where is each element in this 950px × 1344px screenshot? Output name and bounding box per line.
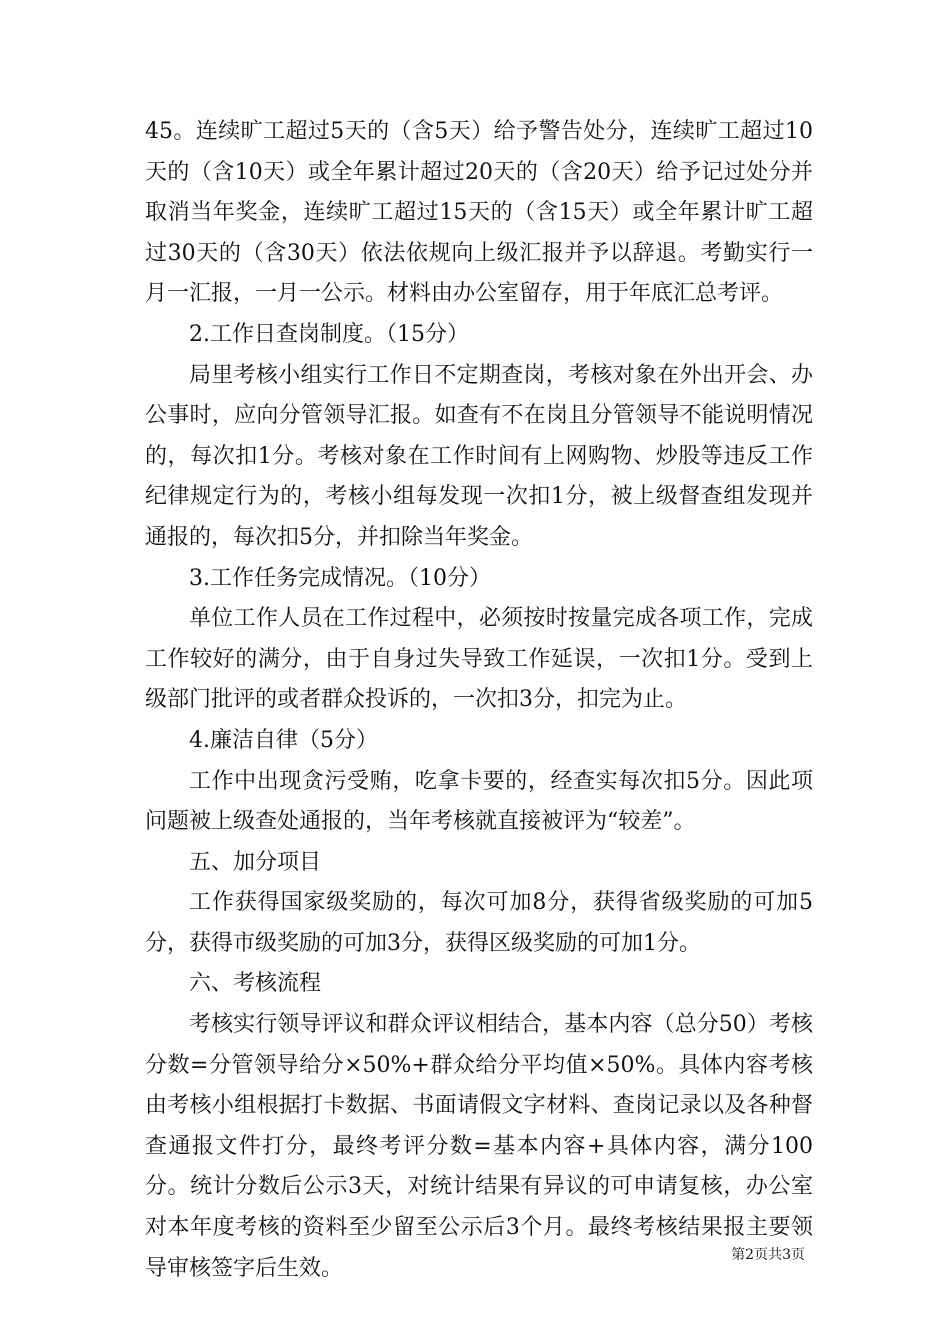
paragraph-task-completion: 单位工作人员在工作过程中，必须按时按量完成各项工作，完成工作较好的满分，由于自身过失导致工作延误，一次扣1分。受到上级部门批评的或者群众投诉的，一次扣3分，扣完为止。 — [145, 606, 813, 713]
heading-integrity: 4.廉洁自律（5分） — [189, 727, 378, 753]
paragraph-integrity: 工作中出现贪污受贿，吃拿卡要的，经查实每次扣5分。因此项问题被上级查处通报的，当年考核就直接被评为“较差”。 — [145, 768, 813, 835]
paragraph-workday-inspection: 局里考核小组实行工作日不定期查岗，考核对象在外出开会、办公事时，应向分管领导汇报。如查有不在岗且分管领导不能说明情况的，每次扣1分。考核对象在工作时间有上网购物、炒股等违反工作纪律规定行为的，考核小组每发现一次扣1分，被上级督查组发现并通报的，每次扣5分，并扣除当年奖金。 — [145, 362, 813, 550]
paragraph-bonus-items: 工作获得国家级奖励的，每次可加8分，获得省级奖励的可加5分，获得市级奖励的可加3分，获得区级奖励的可加1分。 — [145, 890, 813, 956]
heading-workday-inspection: 2.工作日查岗制度。（15分） — [189, 321, 469, 347]
document-body — [145, 112, 813, 1289]
page-number: 第2页共3页 — [731, 1247, 805, 1263]
heading-assessment-process: 六、考核流程 — [189, 971, 322, 997]
paragraph-assessment-process: 考核实行领导评议和群众评议相结合，基本内容（总分50）考核分数=分管领导给分×50%+群众给分平均值×50%。具体内容考核由考核小组根据打卡数据、书面请假文字材料、查岗记录以及各种督查通报文件打分，最终考评分数=基本内容+具体内容，满分100分。统计分数后公示3天，对统计结果有异议的可申请复核，办公室对本年度考核的资料至少留至公示后3个月。最终考核结果报主要领导审核签字后生效。 — [145, 1012, 813, 1281]
heading-task-completion: 3.工作任务完成情况。（10分） — [189, 565, 491, 591]
heading-bonus-items: 五、加分项目 — [189, 849, 322, 875]
paragraph-attendance-penalties: 45。连续旷工超过5天的（含5天）给予警告处分，连续旷工超过10天的（含10天）或全年累计超过20天的（含20天）给予记过处分并取消当年奖金，连续旷工超过15天的（含15天）或全年累计旷工超过30天的（含30天）依法依规向上级汇报并予以辞退。考勤实行一月一汇报，一月一公示。材料由办公室留存，用于年底汇总考评。 — [145, 119, 814, 307]
